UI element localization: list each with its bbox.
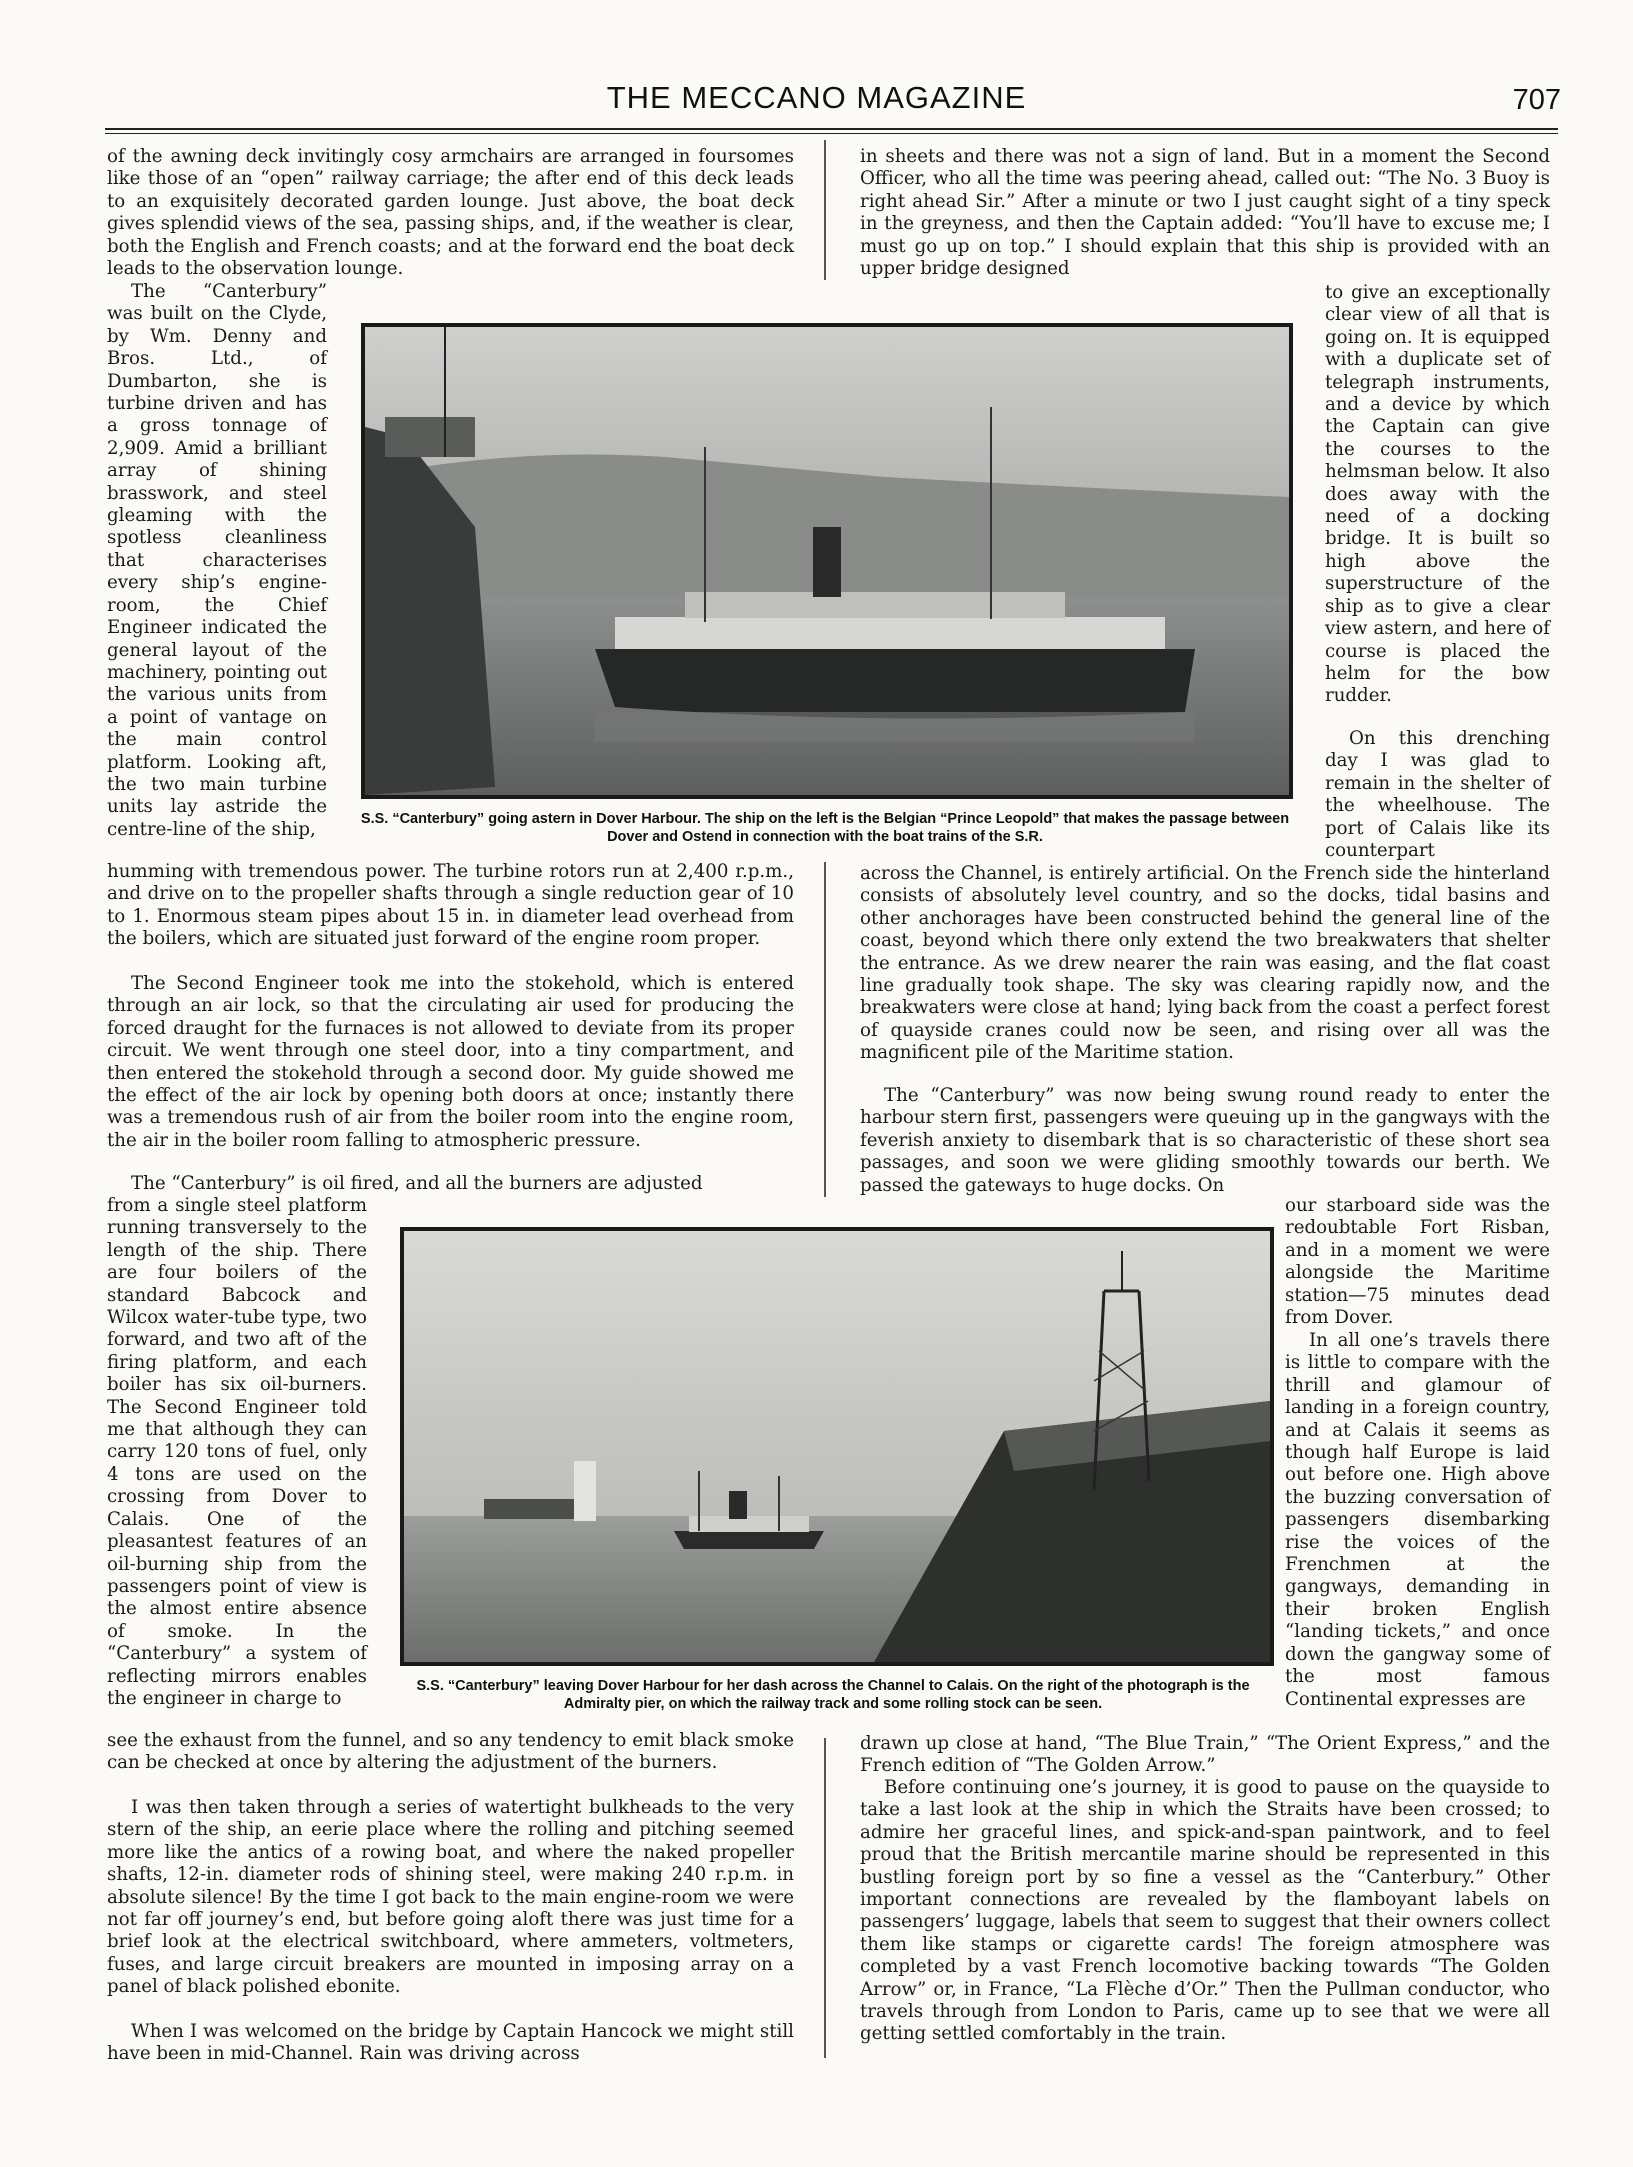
body-paragraph: of the awning deck invitingly cosy armchairs are arranged in foursomes like those of an “open” railway carriage; the after end of this deck leads to an exquisitely decorated garden lounge. Just above, the boat deck gives splendid views of the sea, passing ships, and, if the weather is clear, both the English and French coasts; and at the forward end the boat deck leads to the observation lounge. xyxy=(107,146,794,280)
page-number: 707 xyxy=(1512,84,1561,116)
body-paragraph: The Second Engineer took me into the stokehold, which is entered through an air lock, so that the circulating air used for producing the forced draught for the furnaces is not allowed to deviate from its proper circuit. We went through one steel door, into a tiny compartment, and then entered the stokehold through a second door. My guide showed me the effect of the air lock by opening both doors at once; instantly there was a tremendous rush of air from the boiler room into the engine room, the air in the boiler room falling to atmospheric pressure. xyxy=(107,973,794,1151)
body-paragraph: in sheets and there was not a sign of land. But in a moment the Second Officer, who all the time was peering ahead, called out: “The No. 3 Buoy is right ahead Sir.” After a minute or two I just caught sight of a tiny speck in the greyness, and then the Captain added: “You’ll have to excuse me; I must go up on top.” I should explain that this ship is provided with an upper bridge designed xyxy=(860,146,1550,280)
body-paragraph: to give an exceptionally clear view of all that is going on. It is equipped with a duplicate set of telegraph instruments, and a device by which the Captain can give the courses to the helmsman below. It also does away with the need of a docking bridge. It is built so high above the superstructure of the ship as to give a clear view astern, and here of course is placed the helm for the bow rudder. xyxy=(1325,282,1550,707)
body-paragraph: see the exhaust from the funnel, and so any tendency to emit black smoke can be checked at once by altering the adjustment of the burners. xyxy=(107,1730,794,1774)
body-paragraph: drawn up close at hand, “The Blue Train,” “The Orient Express,” and the French edition of “The Golden Arrow.” xyxy=(860,1733,1550,1777)
header-rule-thin xyxy=(105,133,1558,134)
photo-caption-top: S.S. “Canterbury” going astern in Dover Harbour. The ship on the left is the Belgian “Prince Leopold” that makes the passage between Dover and Ostend in connection with the boat trains of the S.R. xyxy=(360,811,1290,845)
body-paragraph: from a single steel platform running transversely to the length of the ship. There are four boilers of the standard Babcock and Wilcox water-tube type, two forward, and two aft of the firing platform, and each boiler has six oil-burners. The Second Engineer told me that although they can carry 120 tons of fuel, only 4 tons are used on the crossing from Dover to Calais. One of the pleasantest features of an oil-burning ship from the passengers point of view is the almost entire absence of smoke. In the “Canterbury” a system of reflecting mirrors enables the engineer in charge to xyxy=(107,1195,367,1709)
body-paragraph: The “Canterbury” is oil fired, and all the burners are adjusted xyxy=(131,1173,703,1194)
column-divider xyxy=(824,862,826,1197)
body-paragraph: The “Canterbury” was built on the Clyde, by Wm. Denny and Bros. Ltd., of Dumbarton, she is turbine driven and has a gross tonnage of 2,909. Amid a brilliant array of shining brasswork, and steel gleaming with the spotless cleanliness that characterises every ship’s engine-room, the Chief Engineer indicated the general layout of the machinery, pointing out the various units from a point of vantage on the main control platform. Looking aft, the two main turbine units lay astride the centre-line of the ship, xyxy=(107,281,327,840)
body-paragraph: humming with tremendous power. The turbine rotors run at 2,400 r.p.m., and drive on to the propeller shafts through a single reduction gear of 10 to 1. Enormous steam pipes about 15 in. in diameter lead overhead from the boilers, which are situated just forward of the engine room proper. xyxy=(107,861,794,950)
body-paragraph: our starboard side was the redoubtable Fort Risban, and in a moment we were alongside the Maritime station—75 minutes dead from Dover. xyxy=(1285,1195,1550,1329)
photo-caption-bottom: S.S. “Canterbury” leaving Dover Harbour for her dash across the Channel to Calais. On the right of the photograph is the Admiralty pier, on which the railway track and some rolling stock can be seen. xyxy=(416,1678,1250,1712)
magazine-title: THE MECCANO MAGAZINE xyxy=(606,80,1027,115)
body-paragraph: When I was welcomed on the bridge by Captain Hancock we might still have been in mid-Channel. Rain was driving across xyxy=(107,2021,794,2065)
photo-canterbury-leaving xyxy=(400,1227,1274,1666)
body-paragraph: In all one’s travels there is little to compare with the thrill and glamour of landing in a foreign country, and at Calais it seems as though half Europe is laid out before one. High above the buzzing conversation of passengers disembarking rise the voices of the Frenchmen at the gangways, demanding in their broken English “landing tickets,” and once down the gangway some of the most famous Continental expresses are xyxy=(1285,1330,1550,1710)
header-rule xyxy=(105,128,1558,130)
column-divider xyxy=(824,140,826,280)
column-divider xyxy=(824,1738,826,2058)
body-paragraph: The “Canterbury” was now being swung round ready to enter the harbour stern first, passengers were queuing up in the gangways with the feverish anxiety to disembark that is so characteristic of these short sea passages, and soon we were gliding smoothly towards our berth. We passed the gateways to huge docks. On xyxy=(860,1085,1550,1196)
body-paragraph: Before continuing one’s journey, it is good to pause on the quayside to take a last look at the ship in which the Straits have been crossed; to admire her graceful lines, and spick-and-span paintwork, and to feel proud that the British mercantile marine should be represented in this bustling foreign port by so fine a vessel as the “Canterbury.” Other important connections are revealed by the flamboyant labels on passengers’ luggage, labels that seem to suggest that their owners collect them like stamps or cigarette cards! The foreign atmosphere was completed by a vast French locomotive backing towards “The Golden Arrow” or, in France, “La Flèche d’Or.” Then the Pullman conductor, who travels through from London to Paris, came up to see that we were all getting settled comfortably in the train. xyxy=(860,1777,1550,2045)
body-paragraph: On this drenching day I was glad to remain in the shelter of the wheelhouse. The port of Calais like its counterpart xyxy=(1325,728,1550,862)
body-paragraph: I was then taken through a series of watertight bulkheads to the very stern of the ship, an eerie place where the rolling and pitching seemed more like the antics of a rowing boat, and where the naked propeller shafts, 12-in. diameter rods of shining steel, were making 240 r.p.m. in absolute silence! By the time I got back to the main engine-room we were not far off journey’s end, but before going aloft there was just time for a brief look at the electrical switchboard, where ammeters, voltmeters, fuses, and large circuit breakers are mounted in imposing array on a panel of black polished ebonite. xyxy=(107,1797,794,1998)
photo-canterbury-dover xyxy=(361,323,1293,799)
body-paragraph: across the Channel, is entirely artificial. On the French side the hinterland consists of absolutely level country, and so the docks, tidal basins and other anchorages have been constructed behind the general line of the coast, beyond which there only extend the two breakwaters that shelter the entrance. As we drew nearer the rain was easing, and the flat coast line gradually took shape. The sky was clearing rapidly now, and the breakwaters were close at hand; lying back from the coast a perfect forest of quayside cranes could now be seen, and rising over all was the magnificent pile of the Maritime station. xyxy=(860,863,1550,1064)
